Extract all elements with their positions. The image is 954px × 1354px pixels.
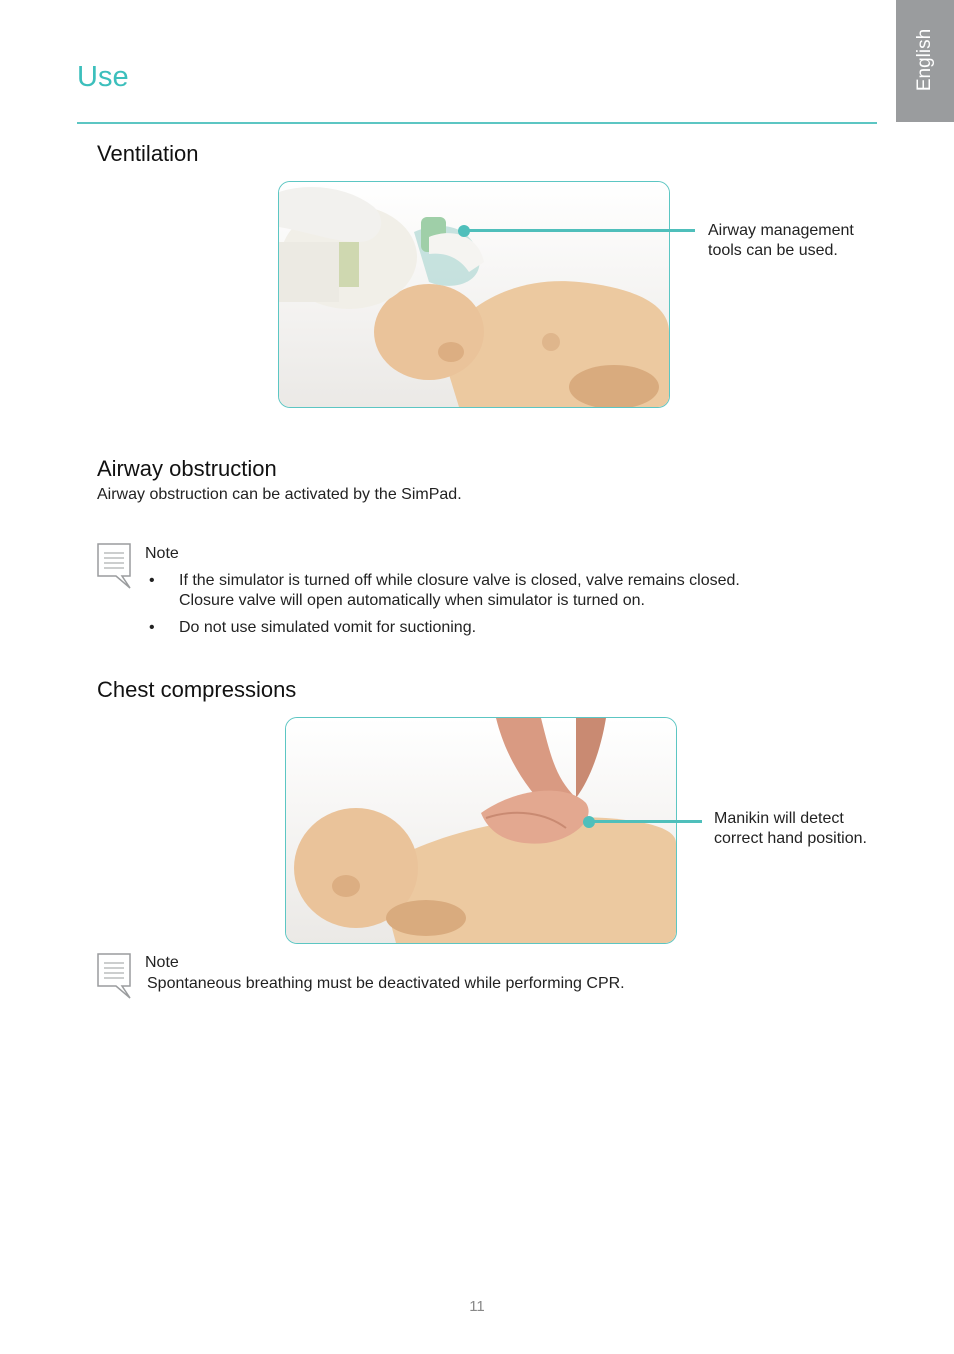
chest-note-label: Note bbox=[145, 954, 179, 971]
chest-callout-line1: Manikin will detect bbox=[714, 810, 844, 827]
list-item bbox=[145, 571, 740, 611]
airway-note-label: Note bbox=[145, 545, 179, 562]
bullet-text-line1: Do not use simulated vomit for suctioning. bbox=[179, 619, 477, 636]
ventilation-heading: Ventilation bbox=[97, 141, 199, 166]
chest-callout-line bbox=[589, 820, 702, 823]
bullet-text-line1: If the simulator is turned off while closure valve is closed, valve remains closed. bbox=[179, 572, 740, 589]
chest-callout-line2: correct hand position. bbox=[714, 830, 867, 847]
ventilation-image bbox=[278, 181, 670, 408]
chest-image bbox=[285, 717, 677, 944]
page-number: 11 bbox=[469, 1298, 485, 1315]
note-icon bbox=[96, 542, 134, 590]
page-title: Use bbox=[77, 61, 129, 93]
language-tab-label: English bbox=[914, 28, 935, 92]
ventilation-callout bbox=[708, 221, 854, 261]
bullet-dot: • bbox=[149, 572, 155, 589]
airway-note-list bbox=[145, 571, 740, 645]
chest-note-text: Spontaneous breathing must be deactivated while performing CPR. bbox=[147, 975, 625, 992]
note-icon bbox=[96, 952, 134, 1000]
bullet-text-line2: Closure valve will open automatically when simulator is turned on. bbox=[179, 592, 645, 609]
bullet-dot: • bbox=[149, 619, 155, 636]
chest-heading: Chest compressions bbox=[97, 677, 297, 702]
airway-body: Airway obstruction can be activated by the SimPad. bbox=[97, 486, 462, 503]
airway-heading: Airway obstruction bbox=[97, 456, 277, 481]
language-tab bbox=[896, 0, 954, 122]
ventilation-callout-line2: tools can be used. bbox=[708, 242, 838, 259]
ventilation-callout-line bbox=[464, 229, 695, 232]
chest-callout bbox=[714, 809, 867, 849]
list-item bbox=[145, 618, 740, 638]
ventilation-callout-line1: Airway management bbox=[708, 222, 854, 239]
title-divider bbox=[77, 122, 877, 124]
